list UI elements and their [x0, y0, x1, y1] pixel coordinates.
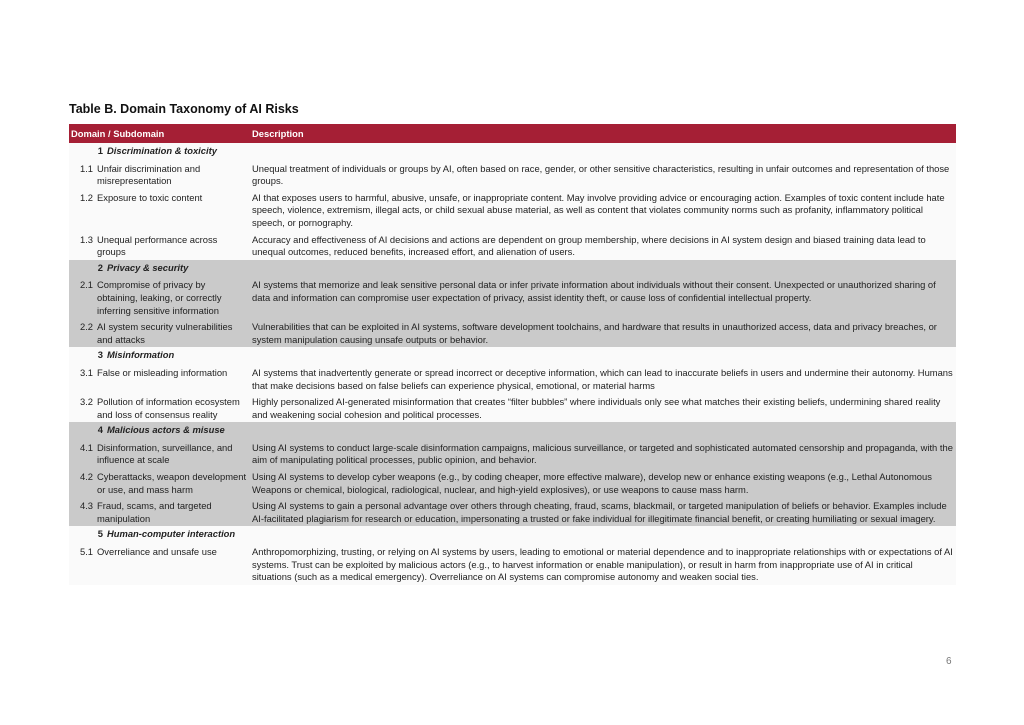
subdomain-number: 4.1	[79, 441, 93, 453]
table-row	[69, 439, 956, 468]
subdomain-number: 4.2	[79, 471, 93, 483]
subdomain-name: Disinformation, surveillance, and influence at scale	[97, 441, 233, 466]
subdomain-description: Anthropomorphizing, trusting, or relying on AI systems by users, leading to emotional or material dependence and to inappropriate relationships with or expectations of AI systems. Trust can be exploited by malicious actors (e.g., to harvest information or enable manipulation), or result in harm from inappropriate use of AI in critical situations (such as a medical emergency). Overreliance on AI systems can compromise autonomy and weaken social ties.	[250, 543, 956, 585]
domain-row	[69, 347, 956, 364]
domain-number: 1	[97, 145, 103, 156]
subdomain-number: 2.2	[79, 321, 93, 333]
domain-number: 5	[97, 528, 103, 540]
subdomain-description: Using AI systems to conduct large-scale disinformation campaigns, malicious surveillance, or targeted and sophisticated automated censorship and propaganda, with the aim of manipulating political processes, public opinion, and behavior.	[250, 439, 956, 468]
header-domain-subdomain: Domain / Subdomain	[69, 124, 250, 143]
subdomain-number: 3.2	[79, 396, 93, 408]
domain-name: Misinformation	[107, 349, 175, 361]
subdomain-name: Fraud, scams, and targeted manipulation	[97, 500, 212, 524]
subdomain-description: Accuracy and effectiveness of AI decisions and actions are dependent on group membership, where decisions in AI system design and biased training data lead to unequal outcomes, reduced benefits, increased effort, and alienation of users.	[250, 231, 956, 260]
subdomain-number: 1.2	[79, 191, 93, 203]
domain-number: 4	[97, 424, 103, 436]
subdomain-number: 1.1	[79, 162, 93, 174]
subdomain-number: 5.1	[79, 546, 93, 558]
subdomain-name: Cyberattacks, weapon development or use, and mass harm	[97, 471, 247, 495]
table-row	[69, 364, 956, 393]
subdomain-number: 3.1	[79, 366, 93, 378]
subdomain-name: Exposure to toxic content	[97, 191, 203, 203]
table-row	[69, 497, 956, 526]
subdomain-name: Unequal performance across groups	[97, 233, 218, 258]
subdomain-description: Unequal treatment of individuals or groups by AI, often based on race, gender, or other sensitive characteristics, resulting in unfair outcomes and representation of those groups.	[250, 160, 956, 189]
domain-name: Human-computer interaction	[107, 528, 236, 540]
subdomain-number: 1.3	[79, 233, 93, 245]
domain-name: Discrimination & toxicity	[107, 145, 217, 156]
subdomain-name: Compromise of privacy by obtaining, leaking, or correctly inferring sensitive information	[97, 279, 222, 316]
domain-row	[69, 143, 956, 160]
subdomain-number: 2.1	[79, 279, 93, 291]
subdomain-description: Vulnerabilities that can be exploited in AI systems, software development toolchains, and hardware that results in unauthorized access, data and privacy breaches, or system manipulation causing unsafe outputs or behavior.	[250, 318, 956, 347]
subdomain-name: False or misleading information	[97, 366, 228, 378]
table-row	[69, 189, 956, 231]
subdomain-description: Using AI systems to develop cyber weapons (e.g., by coding cheaper, more effective malware), develop new or enhance existing weapons (e.g., Lethal Autonomous Weapons or chemical, biological, radiological, nuclear, and high-yield explosives), or use weapons to cause mass harm.	[250, 468, 956, 497]
subdomain-name: Overreliance and unsafe use	[97, 546, 217, 558]
table-row	[69, 160, 956, 189]
table-row	[69, 393, 956, 422]
page-title: Table B. Domain Taxonomy of AI Risks	[69, 102, 299, 116]
domain-number: 3	[97, 349, 103, 361]
domain-row	[69, 260, 956, 277]
table-row	[69, 318, 956, 347]
table-row	[69, 231, 956, 260]
subdomain-description: Using AI systems to gain a personal advantage over others through cheating, fraud, scams, blackmail, or targeted manipulation of beliefs or behavior. Examples include AI-facilitated plagiarism for research or education, impersonating a trusted or fake individual for illegitimate financial benefit, or creating humiliating or sexual imagery.	[250, 497, 956, 526]
subdomain-description: Highly personalized AI-generated misinformation that creates “filter bubbles” where individuals only see what matches their existing beliefs, undermining shared reality and weakening social cohesion and political processes.	[250, 393, 956, 422]
domain-number: 2	[97, 261, 103, 273]
domain-taxonomy-table	[69, 124, 956, 585]
domain-name: Privacy & security	[107, 261, 189, 273]
domain-row	[69, 526, 956, 543]
domain-row	[69, 422, 956, 439]
subdomain-description: AI that exposes users to harmful, abusive, unsafe, or inappropriate content. May involve providing advice or encouraging action. Examples of toxic content include hate speech, violence, extremism, illegal acts, or child sexual abuse material, as well as content that violates community norms such as profanity, inflammatory political speech, or pornography.	[250, 189, 956, 231]
subdomain-name: Unfair discrimination and misrepresentation	[97, 162, 201, 187]
subdomain-name: AI system security vulnerabilities and attacks	[97, 321, 233, 345]
table-row	[69, 468, 956, 497]
table-header-row	[69, 124, 956, 143]
header-description: Description	[250, 124, 956, 143]
subdomain-name: Pollution of information ecosystem and loss of consensus reality	[97, 396, 240, 420]
page-number: 6	[946, 656, 952, 667]
domain-name: Malicious actors & misuse	[107, 424, 225, 436]
subdomain-description: AI systems that memorize and leak sensitive personal data or infer private information about individuals without their consent. Unexpected or unauthorized sharing of data and information can compromise user expectation of privacy, assist identity theft, or cause loss of confidential intellectual property.	[250, 276, 956, 318]
subdomain-number: 4.3	[79, 500, 93, 512]
table-row	[69, 276, 956, 318]
table-row	[69, 543, 956, 585]
subdomain-description: AI systems that inadvertently generate or spread incorrect or deceptive information, which can lead to inaccurate beliefs in users and undermine their autonomy. Humans that make decisions based on false beliefs can experience physical, emotional, or material harms	[250, 364, 956, 393]
